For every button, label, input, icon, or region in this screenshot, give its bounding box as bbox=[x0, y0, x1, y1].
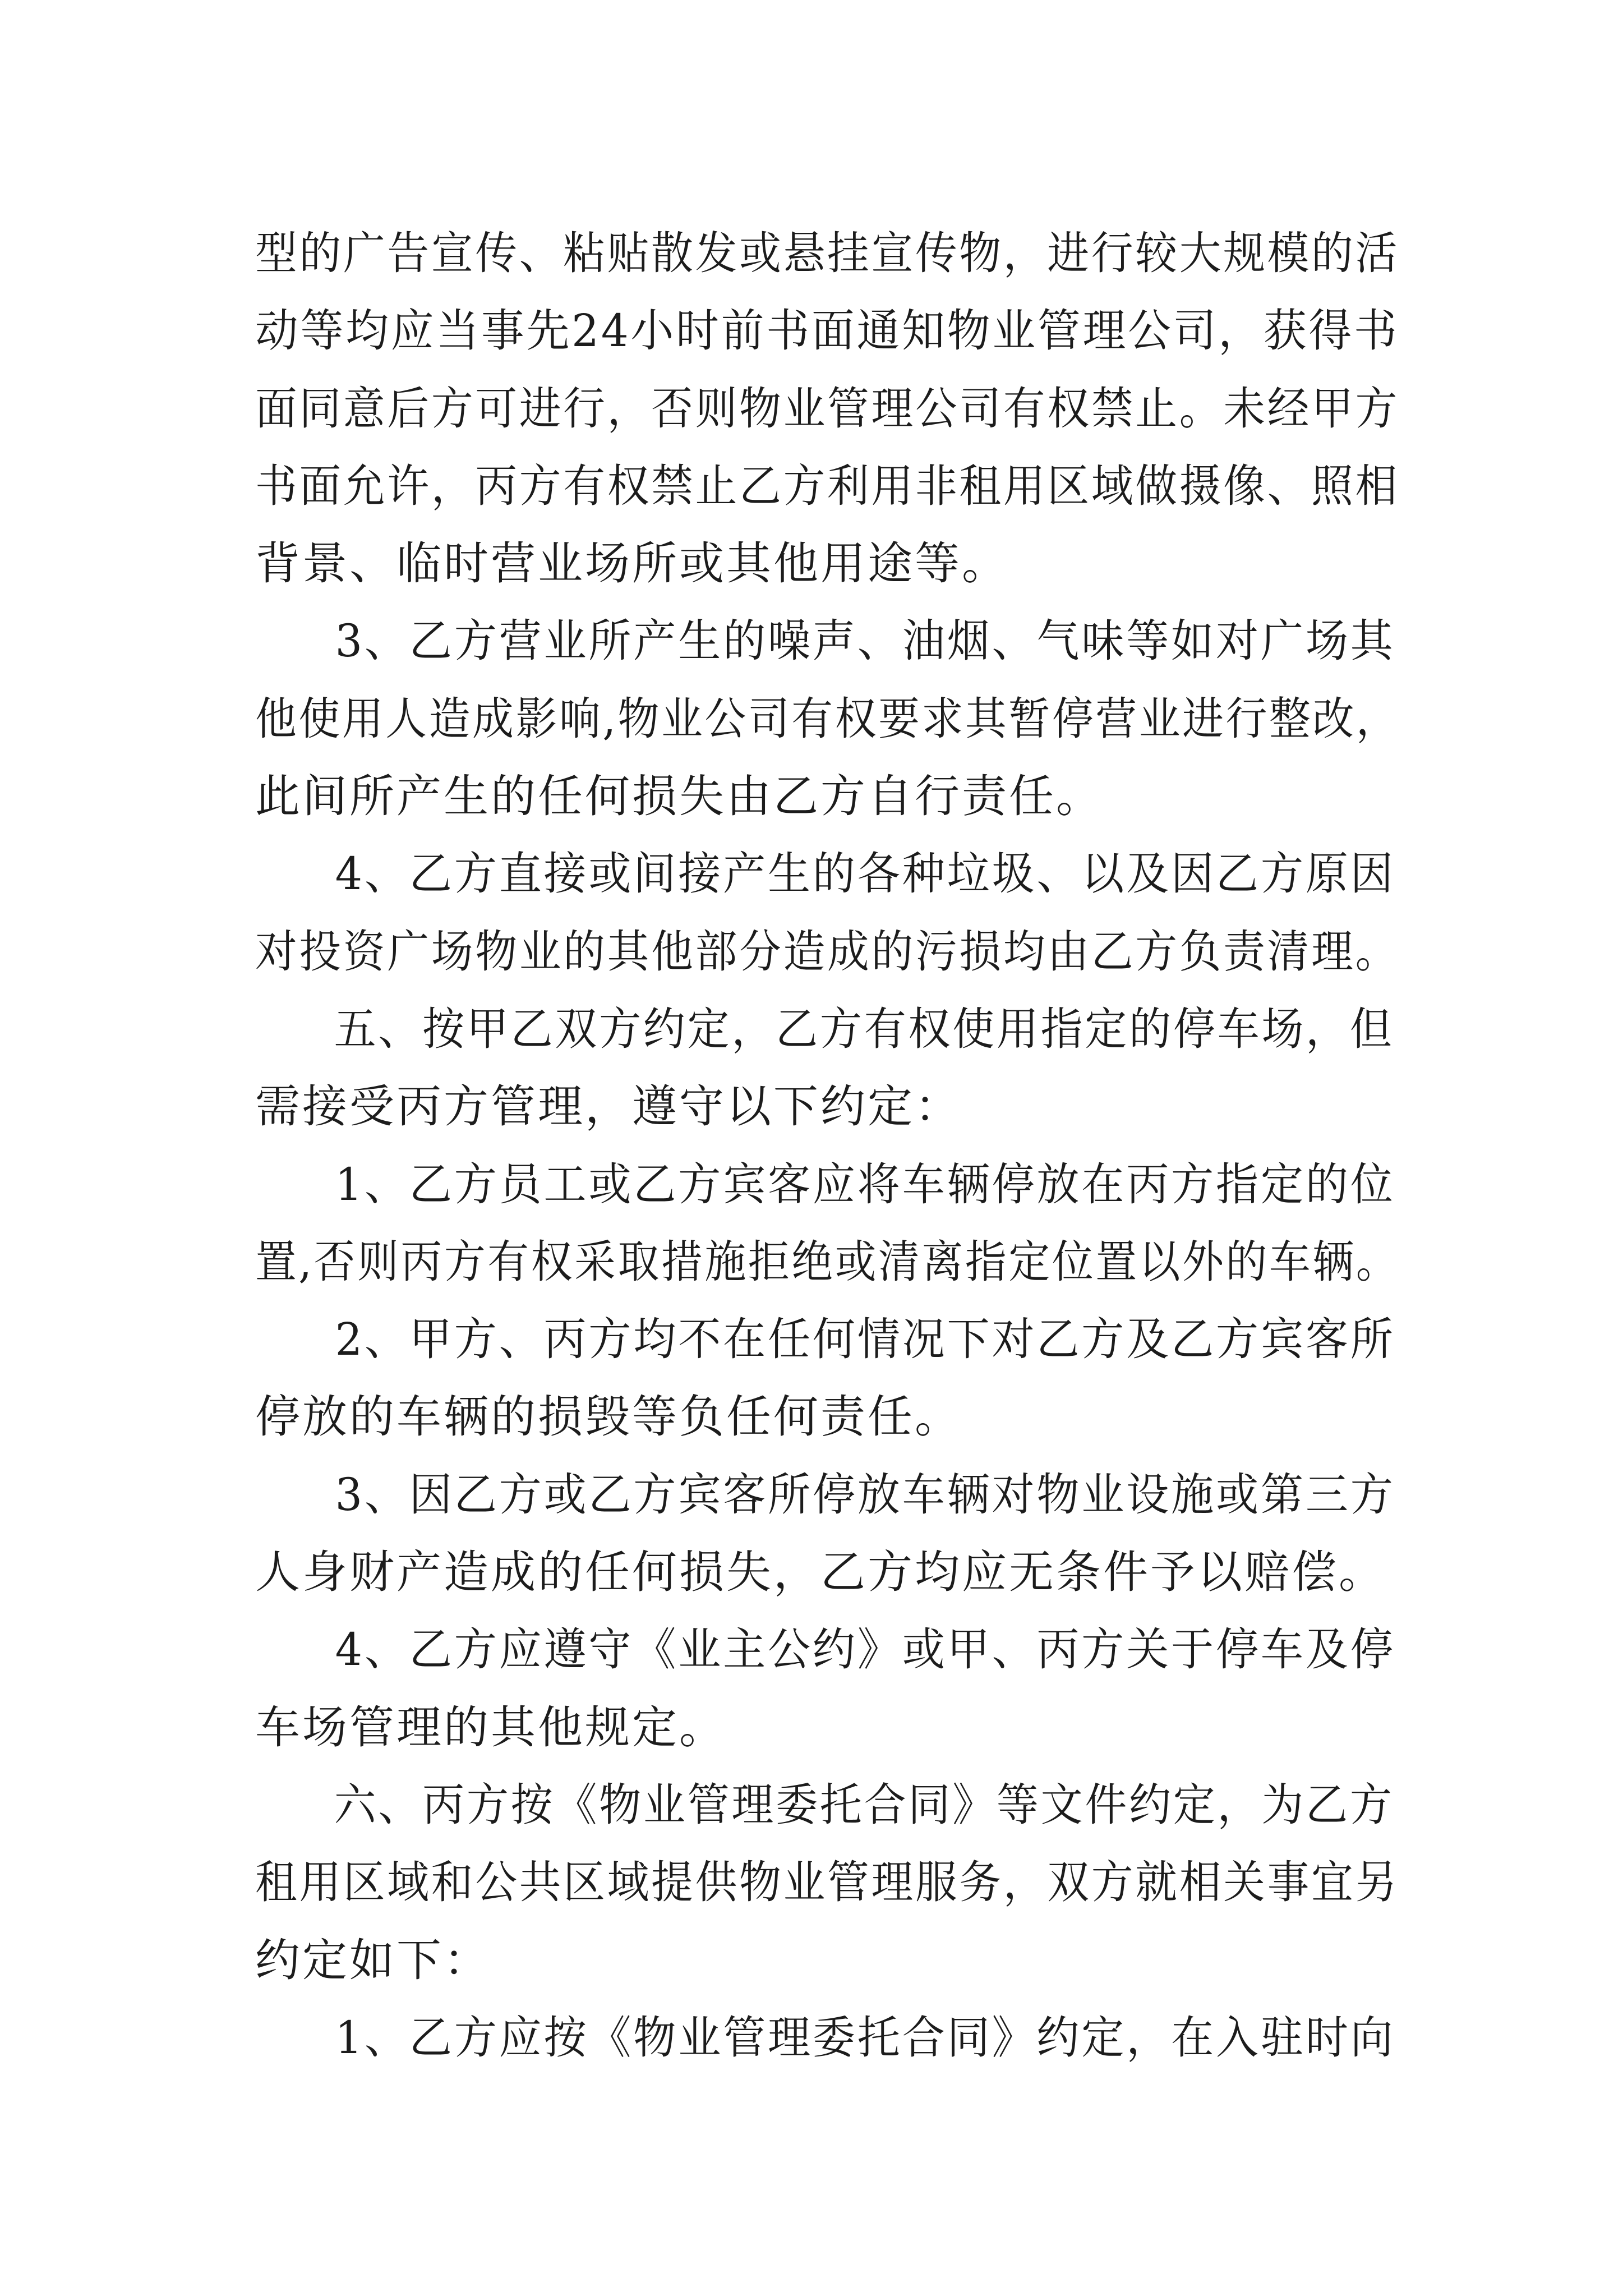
text-line: 型的广告宣传、粘贴散发或悬挂宣传物，进行较大规模的活 bbox=[255, 227, 1400, 279]
paragraph-first-line: 1、乙方员工或乙方宾客应将车辆停放在丙方指定的位 bbox=[335, 1158, 1395, 1211]
text-line: 置,否则丙方有权采取措施拒绝或清离指定位置以外的车辆。 bbox=[255, 1235, 1400, 1288]
paragraph-first-line: 4、乙方应遵守《业主公约》或甲、丙方关于停车及停 bbox=[335, 1623, 1395, 1676]
text-line: 租用区域和公共区域提供物业管理服务，双方就相关事宜另 bbox=[255, 1856, 1400, 1909]
document-body bbox=[255, 215, 1399, 2077]
text-line: 人身财产造成的任何损失，乙方均应无条件予以赔偿。 bbox=[255, 1546, 1386, 1599]
paragraph-first-line: 五、按甲乙双方约定，乙方有权使用指定的停车场，但 bbox=[334, 1002, 1394, 1055]
paragraph-first-line: 3、因乙方或乙方宾客所停放车辆对物业设施或第三方 bbox=[335, 1468, 1395, 1521]
text-line: 面同意后方可进行，否则物业管理公司有权禁止。未经甲方 bbox=[255, 382, 1400, 435]
text-line: 车场管理的其他规定。 bbox=[255, 1701, 726, 1754]
text-line: 书面允许，丙方有权禁止乙方利用非租用区域做摄像、照相 bbox=[255, 459, 1400, 512]
paragraph-first-line: 1、乙方应按《物业管理委托合同》约定，在入驻时向 bbox=[335, 2011, 1395, 2064]
text-line: 此间所产生的任何损失由乙方自行责任。 bbox=[255, 770, 1103, 823]
paragraph-first-line: 2、甲方、丙方均不在任何情况下对乙方及乙方宾客所 bbox=[335, 1313, 1395, 1366]
text-line: 背景、临时营业场所或其他用途等。 bbox=[255, 537, 1009, 590]
text-line: 动等均应当事先24小时前书面通知物业管理公司，获得书 bbox=[255, 305, 1399, 357]
text-line: 他使用人造成影响,物业公司有权要求其暂停营业进行整改， bbox=[255, 692, 1400, 745]
paragraph-first-line: 4、乙方直接或间接产生的各种垃圾、以及因乙方原因 bbox=[335, 848, 1395, 900]
text-line: 停放的车辆的损毁等负任何责任。 bbox=[255, 1391, 962, 1443]
text-line: 需接受丙方管理，遵守以下约定： bbox=[255, 1080, 962, 1133]
paragraph-first-line: 3、乙方营业所产生的噪声、油烟、气味等如对广场其 bbox=[335, 615, 1395, 668]
text-line: 约定如下： bbox=[255, 1934, 491, 1986]
text-line: 对投资广场物业的其他部分造成的污损均由乙方负责清理。 bbox=[255, 925, 1400, 978]
paragraph-first-line: 六、丙方按《物业管理委托合同》等文件约定，为乙方 bbox=[334, 1778, 1394, 1831]
